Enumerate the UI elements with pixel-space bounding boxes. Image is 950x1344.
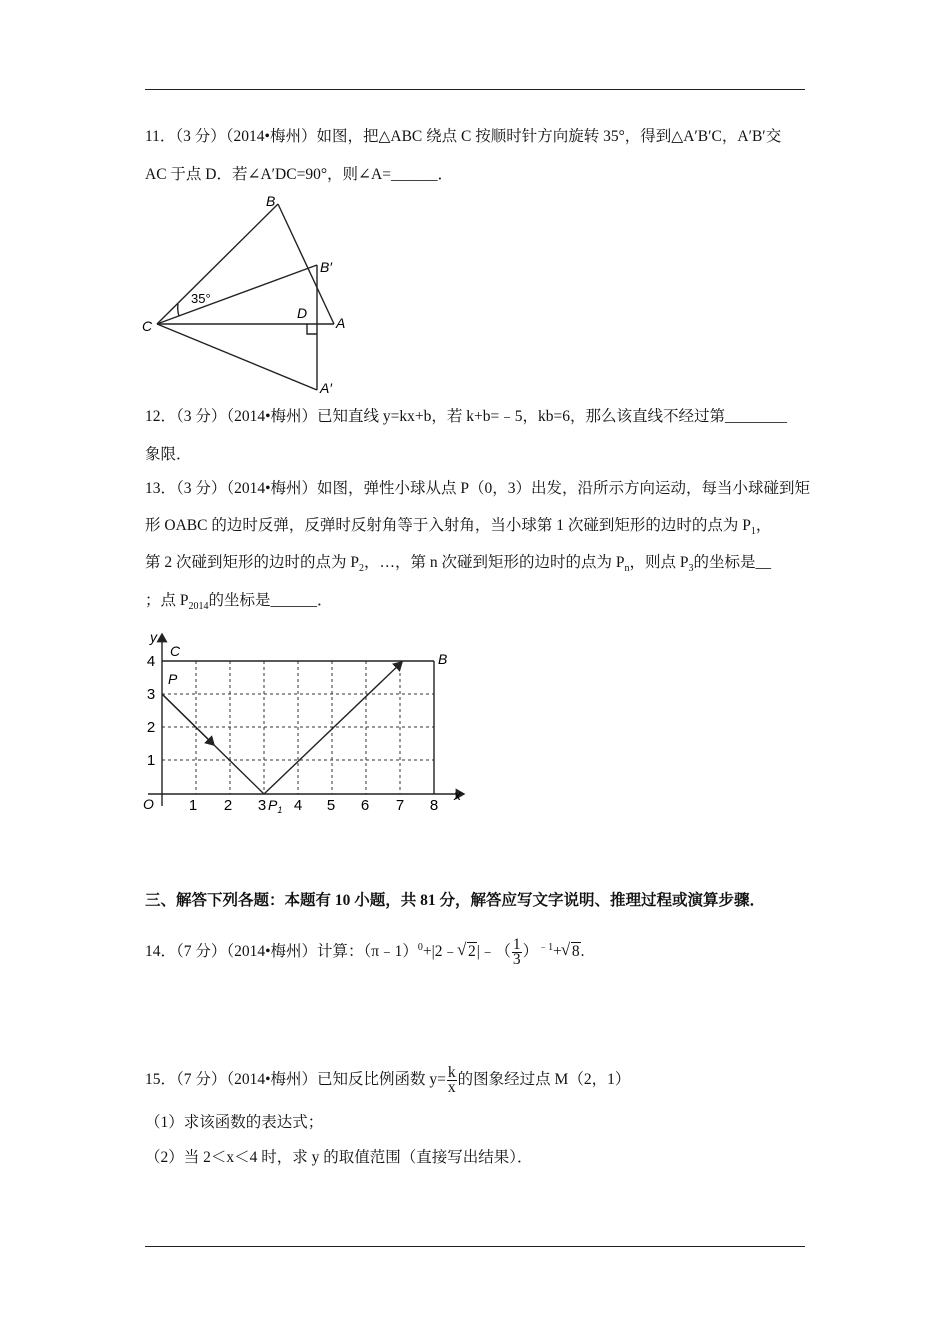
q13-x-tick-1: 1 bbox=[188, 797, 198, 814]
q12-line1: 12．（3 分）（2014•梅州）已知直线 y=kx+b，若 k+b=﹣5，kb=6，那么该直线不经过第________ bbox=[145, 408, 788, 425]
q13-line4-a: ；点 P bbox=[145, 592, 189, 609]
q14-mid4: + bbox=[553, 943, 562, 961]
q13-x-tick-5: 5 bbox=[326, 797, 336, 814]
q13-y-axis-label: y bbox=[150, 629, 157, 645]
q13-line3-a: 第 2 次碰到矩形的边时的点为 P bbox=[145, 554, 359, 571]
q14-frac-num: 1 bbox=[512, 936, 521, 954]
q14-sqrt2 bbox=[458, 942, 477, 962]
q15-prefix: 15．（7 分）（2014•梅州）已知反比例函数 y= bbox=[145, 1071, 446, 1089]
q11-label-D: D bbox=[297, 305, 308, 321]
q13-line1: 13．（3 分）（2014•梅州）如图，弹性小球从点 P（0，3）出发，沿所示方向运动，每当小球碰到矩 bbox=[145, 480, 811, 497]
q11-line2: AC 于点 D．若∠A′DC=90°，则∠A=______． bbox=[145, 166, 453, 183]
q14-prefix: 14．（7 分）（2014•梅州）计算：（π﹣1） bbox=[145, 943, 418, 961]
q13-x-tick-7: 7 bbox=[395, 797, 405, 814]
q13-line4 bbox=[145, 591, 333, 617]
q14-mid3: ） bbox=[522, 943, 539, 961]
q13-line3-sub2: n bbox=[624, 563, 630, 575]
q13-label-C: C bbox=[170, 643, 181, 659]
q13-y-tick-3: 3 bbox=[146, 686, 156, 703]
q13-label-B: B bbox=[438, 651, 448, 667]
q14-sqrt8-radicand: 8 bbox=[571, 943, 580, 961]
q13-line2-text: 形 OABC 的边时反弹，反弹时反射角等于入射角，当小球第 1 次碰到矩形的边时的点为 P bbox=[145, 517, 751, 534]
q13-rectangle-figure bbox=[138, 628, 473, 823]
q13-origin-label: O bbox=[143, 796, 154, 812]
q11-triangle-figure bbox=[135, 190, 365, 400]
q13-x-tick-4: 4 bbox=[293, 797, 303, 814]
q13-line4-sub: 2014 bbox=[188, 601, 209, 613]
q11-label-B: B bbox=[266, 193, 276, 209]
q11-line1: 11．（3 分）（2014•梅州）如图，把△ABC 绕点 C 按顺时针方向旋转 35°，得到△A′B′C，A′B′交 bbox=[145, 128, 782, 145]
top-rule bbox=[145, 89, 805, 90]
q13-x-tick-2: 2 bbox=[223, 797, 233, 814]
q13-label-P1-sub: 1 bbox=[277, 805, 283, 815]
q14-sup0: 0 bbox=[417, 942, 423, 953]
q13-label-P: P bbox=[168, 671, 178, 687]
q15-line bbox=[145, 1066, 630, 1095]
q15-suffix: 的图象经过点 M（2，1） bbox=[457, 1071, 631, 1089]
q15-fraction bbox=[447, 1066, 457, 1095]
q13-line2-sub: 1 bbox=[750, 526, 756, 538]
q13-y-tick-4: 4 bbox=[146, 653, 156, 670]
q13-line3-sub3: 3 bbox=[688, 563, 694, 575]
q13-x-tick-3: 3 bbox=[257, 797, 267, 814]
q13-line3-c: ，则点 P bbox=[629, 554, 689, 571]
q14-frac-den: 3 bbox=[512, 951, 521, 969]
q13-line2 bbox=[145, 516, 771, 542]
q11-label-Ap: A′ bbox=[320, 380, 332, 396]
q11-angle-label: 35° bbox=[191, 291, 211, 306]
q15-frac-num: k bbox=[447, 1064, 456, 1081]
q14-mid1: +|2﹣ bbox=[422, 943, 458, 961]
q13-x-tick-8: 8 bbox=[429, 797, 439, 814]
q14-sqrt2-radicand: 2 bbox=[468, 943, 476, 961]
q13-line2-end: ， bbox=[755, 517, 772, 534]
q13-x-tick-6: 6 bbox=[360, 797, 370, 814]
q14-sup-neg1: ﹣1 bbox=[538, 942, 554, 953]
q13-x-axis-label: x bbox=[454, 787, 461, 803]
q15-part1: （1）求该函数的表达式； bbox=[145, 1114, 324, 1131]
q13-label-P1 bbox=[268, 797, 282, 815]
q14-fraction bbox=[512, 938, 522, 967]
q11-label-C: C bbox=[142, 318, 153, 334]
q13-line4-b: 的坐标是______． bbox=[208, 592, 333, 609]
q12-line2: 象限． bbox=[145, 446, 192, 463]
q14-mid2: |﹣（ bbox=[476, 943, 511, 961]
section3-heading: 三、解答下列各题：本题有 10 小题，共 81 分，解答应写文字说明、推理过程或演算步骤． bbox=[145, 892, 766, 909]
q13-label-P1-text: P bbox=[268, 797, 278, 813]
bottom-rule bbox=[145, 1246, 805, 1247]
q11-label-Bp: B′ bbox=[320, 259, 332, 275]
q15-frac-den: x bbox=[447, 1079, 456, 1096]
q13-line3-d: 的坐标是__ bbox=[693, 554, 772, 571]
q15-part2: （2）当 2＜x＜4 时，求 y 的取值范围（直接写出结果）． bbox=[145, 1149, 533, 1166]
q13-line3-sub1: 2 bbox=[359, 563, 364, 575]
q14-line bbox=[145, 938, 585, 967]
q14-end: . bbox=[580, 943, 585, 961]
q11-label-A: A bbox=[336, 315, 346, 331]
q13-line3 bbox=[145, 553, 771, 579]
q13-line3-b: ，…，第 n 次碰到矩形的边时的点为 P bbox=[364, 554, 625, 571]
q13-y-tick-2: 2 bbox=[146, 719, 156, 736]
q13-y-tick-1: 1 bbox=[146, 752, 156, 769]
q14-sqrt8 bbox=[562, 942, 581, 962]
